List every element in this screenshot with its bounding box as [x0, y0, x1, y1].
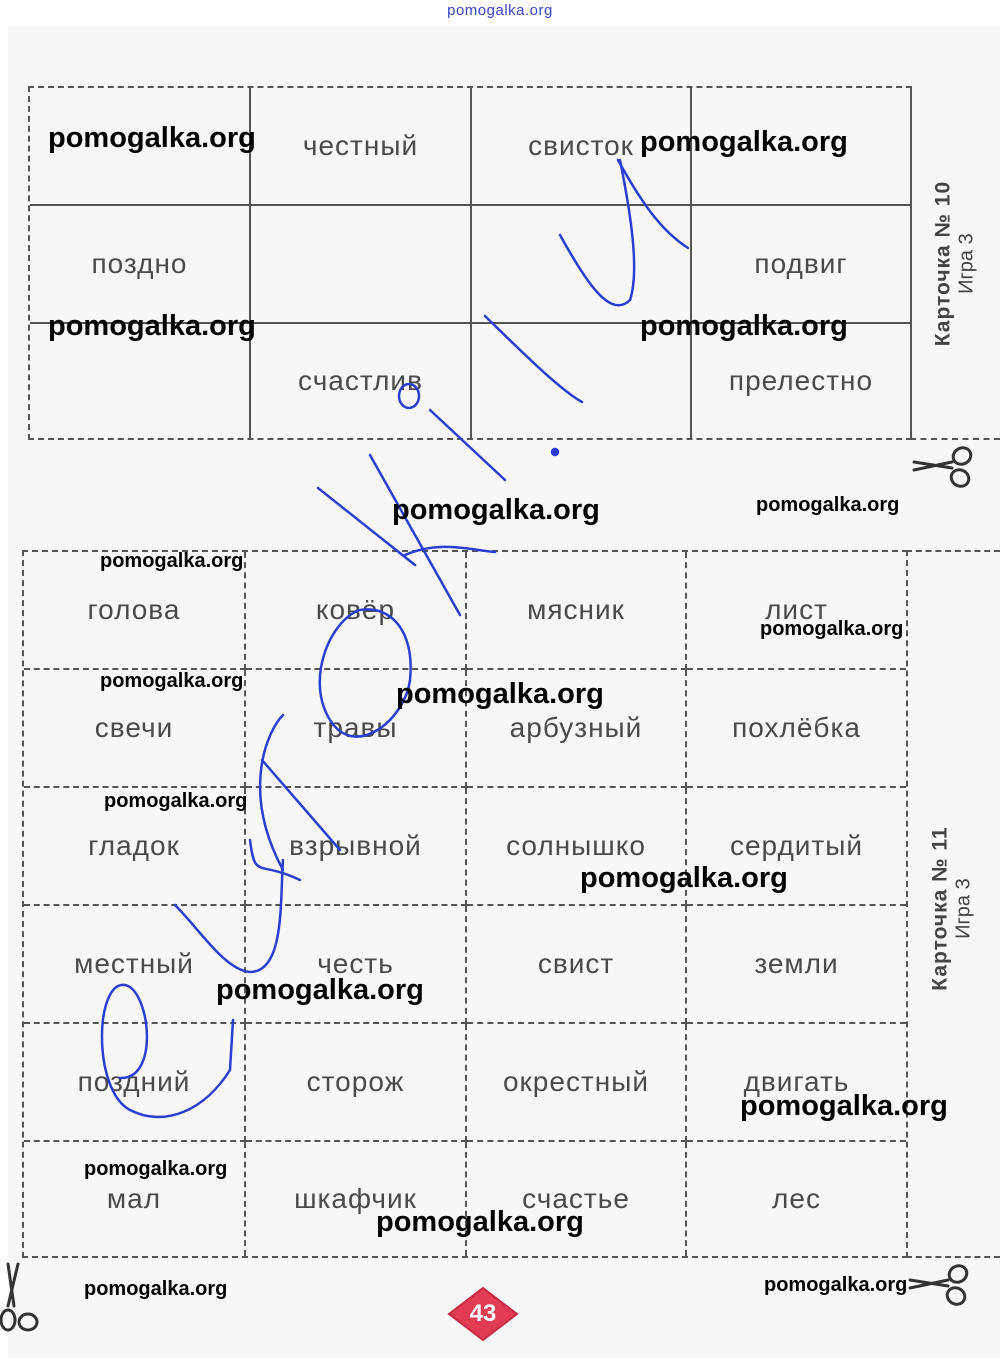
card-11-cell: поздний: [24, 1024, 246, 1142]
card-11-cell: мясник: [467, 552, 687, 670]
watermark: pomogalka.org: [580, 862, 788, 894]
card-11-cell: голова: [24, 552, 246, 670]
card-11-cell: травы: [246, 670, 467, 788]
watermark: pomogalka.org: [764, 1274, 908, 1296]
card-11-cell: гладок: [24, 788, 246, 906]
card-10-cell: [251, 206, 472, 324]
card-11-cell: свечи: [24, 670, 246, 788]
watermark: pomogalka.org: [376, 1206, 584, 1238]
card-10-label: [931, 139, 978, 389]
watermark: pomogalka.org: [396, 678, 604, 710]
card-11-game: Игра 3: [952, 878, 975, 939]
card-11-cell: похлёбка: [687, 670, 906, 788]
watermark: pomogalka.org: [84, 1278, 228, 1300]
scissors-icon: [906, 1254, 976, 1314]
card-11-grid: [22, 550, 908, 1258]
watermark: pomogalka.org: [740, 1090, 948, 1122]
card-10-title: Карточка № 10: [931, 180, 955, 347]
card-11-cell: ковёр: [246, 552, 467, 670]
card-10-cell: поздно: [30, 206, 251, 324]
card-11-cell: лист: [687, 552, 906, 670]
watermark: pomogalka.org: [216, 974, 424, 1006]
card-11-cell: лес: [772, 1183, 821, 1214]
watermark: pomogalka.org: [48, 122, 256, 154]
card-11-cell: сторож: [246, 1024, 467, 1142]
card-11-title: Карточка № 11: [928, 826, 952, 991]
watermark: pomogalka.org: [640, 126, 848, 158]
card-10-cell: [472, 206, 692, 324]
card-10-game: Игра 3: [955, 233, 978, 294]
card-11-cell: двигать: [687, 1024, 906, 1142]
watermark: pomogalka.org: [84, 1158, 228, 1180]
card-11-cell: арбузный: [467, 670, 687, 788]
watermark: pomogalka.org: [100, 550, 244, 572]
card-11-cell: шкафчик: [246, 1142, 467, 1256]
card-11-cell: солнышко: [467, 788, 687, 906]
watermark: pomogalka.org: [100, 670, 244, 692]
card-10-cell: честный: [251, 88, 472, 206]
card-11-cell: местный: [24, 906, 246, 1024]
card-10-side-divider: [910, 88, 912, 440]
scissors-icon: [0, 1262, 50, 1342]
watermark: pomogalka.org: [640, 310, 848, 342]
scissors-icon: [910, 436, 980, 496]
page-number: 43: [469, 1300, 497, 1327]
card-11-cell: взрывной: [246, 788, 467, 906]
watermark: pomogalka.org: [760, 618, 904, 640]
card-11-cell: свист: [467, 906, 687, 1024]
card-11-label: [928, 784, 975, 1034]
card-11-cell: мал: [24, 1142, 246, 1256]
card-10-cell: свисток: [472, 88, 692, 206]
card-10-cell: счастлив: [251, 324, 472, 438]
card-11-cell: счастье: [467, 1142, 687, 1256]
watermark: pomogalka.org: [756, 494, 900, 516]
card-10-cell: подвиг: [692, 206, 910, 324]
site-url-header: pomogalka.org: [447, 2, 553, 19]
card-11-cell: сердитый: [687, 788, 906, 906]
watermark: pomogalka.org: [392, 494, 600, 526]
card-10-cell: прелестно: [728, 365, 874, 396]
page-number-badge: [447, 1286, 519, 1342]
watermark: pomogalka.org: [48, 310, 256, 342]
card-11-cell: земли: [687, 906, 906, 1024]
card-11-cell: честь: [246, 906, 467, 1024]
card-11-cell: окрестный: [467, 1024, 687, 1142]
card-11-top-cut-line: [906, 550, 1000, 552]
watermark: pomogalka.org: [104, 790, 248, 812]
